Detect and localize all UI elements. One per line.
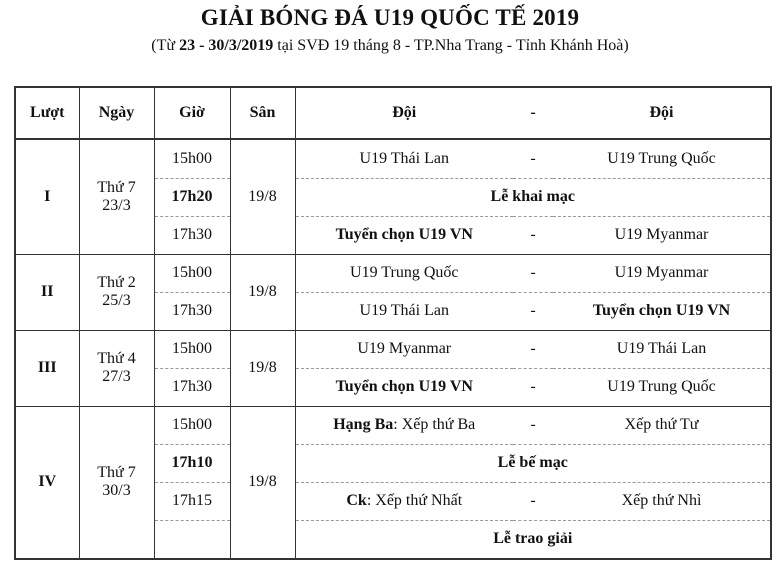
placement-label: Ck: [346, 492, 367, 509]
table-row: [15, 139, 771, 178]
header-row: [15, 87, 771, 139]
match-time: 15h00: [154, 406, 230, 444]
round-label: III: [15, 330, 79, 406]
team-away: U19 Myanmar: [553, 216, 771, 254]
col-header-gio: Giờ: [154, 87, 230, 139]
match-time: 15h00: [154, 254, 230, 292]
match-dash: -: [513, 368, 553, 406]
round-day: 27/3: [102, 368, 131, 385]
team-home: U19 Trung Quốc: [295, 254, 513, 292]
subtitle-dates: 23 - 30/3/2019: [179, 37, 274, 54]
round-label: IV: [15, 406, 79, 559]
round-weekday: Thứ 2: [97, 274, 136, 291]
team-home: [295, 406, 513, 444]
round-label: II: [15, 254, 79, 330]
placement-text: : Xếp thứ Nhất: [366, 492, 463, 509]
team-away: U19 Thái Lan: [553, 330, 771, 368]
stadium: 19/8: [230, 330, 295, 406]
stadium: 19/8: [230, 139, 295, 254]
round-day: 25/3: [102, 292, 131, 309]
match-time: 17h10: [154, 444, 230, 482]
match-time: 17h20: [154, 178, 230, 216]
round-date: [79, 330, 154, 406]
stadium: 19/8: [230, 406, 295, 559]
page-title: GIẢI BÓNG ĐÁ U19 QUỐC TẾ 2019: [200, 5, 580, 30]
team-home: [295, 482, 513, 520]
match-dash: -: [513, 254, 553, 292]
col-header-doi1: Đội: [295, 87, 513, 139]
match-dash: -: [513, 330, 553, 368]
round-weekday: Thứ 7: [97, 464, 136, 482]
page-subtitle: [0, 37, 780, 55]
match-time: 15h00: [154, 330, 230, 368]
match-dash: -: [513, 292, 553, 330]
team-away: U19 Myanmar: [553, 254, 771, 292]
team-home: U19 Thái Lan: [295, 139, 513, 178]
match-time: 17h30: [154, 216, 230, 254]
table-row: [15, 330, 771, 368]
match-time: 17h30: [154, 292, 230, 330]
subtitle-prefix: (Từ: [151, 37, 180, 54]
team-away: Xếp thứ Tư: [553, 406, 771, 444]
round-day: 23/3: [102, 196, 131, 214]
col-header-dash: -: [513, 87, 553, 139]
match-time: [154, 520, 230, 559]
stadium: 19/8: [230, 254, 295, 330]
team-home: U19 Myanmar: [295, 330, 513, 368]
match-time: 15h00: [154, 139, 230, 178]
subtitle-suffix: tại SVĐ 19 tháng 8 - TP.Nha Trang - Tỉnh Khánh Hoà): [273, 37, 629, 54]
round-date: [79, 254, 154, 330]
match-dash: -: [513, 139, 553, 178]
match-dash: -: [513, 406, 553, 444]
schedule-table: [14, 86, 772, 560]
ceremony-event: Lễ bế mạc: [295, 444, 771, 482]
round-weekday: Thứ 4: [97, 350, 136, 367]
table-row: [15, 406, 771, 444]
placement-label: Hạng Ba: [333, 416, 394, 433]
team-home: Tuyển chọn U19 VN: [295, 368, 513, 406]
ceremony-event: Lễ khai mạc: [295, 178, 771, 216]
team-away: U19 Trung Quốc: [553, 139, 771, 178]
team-home: Tuyển chọn U19 VN: [295, 216, 513, 254]
match-time: 17h15: [154, 482, 230, 520]
match-time: 17h30: [154, 368, 230, 406]
round-date: [79, 139, 154, 254]
round-day: 30/3: [102, 482, 131, 500]
col-header-luot: Lượt: [15, 87, 79, 139]
match-dash: -: [513, 216, 553, 254]
col-header-san: Sân: [230, 87, 295, 139]
team-away: U19 Trung Quốc: [553, 368, 771, 406]
team-away: Tuyển chọn U19 VN: [553, 292, 771, 330]
team-home: U19 Thái Lan: [295, 292, 513, 330]
col-header-doi2: Đội: [553, 87, 771, 139]
round-weekday: Thứ 7: [97, 178, 136, 196]
round-date: [79, 406, 154, 559]
match-dash: -: [513, 482, 553, 520]
placement-text: : Xếp thứ Ba: [393, 416, 476, 433]
table-row: [15, 254, 771, 292]
ceremony-event: Lễ trao giải: [295, 520, 771, 559]
team-away: Xếp thứ Nhì: [553, 482, 771, 520]
round-label: I: [15, 139, 79, 254]
col-header-ngay: Ngày: [79, 87, 154, 139]
